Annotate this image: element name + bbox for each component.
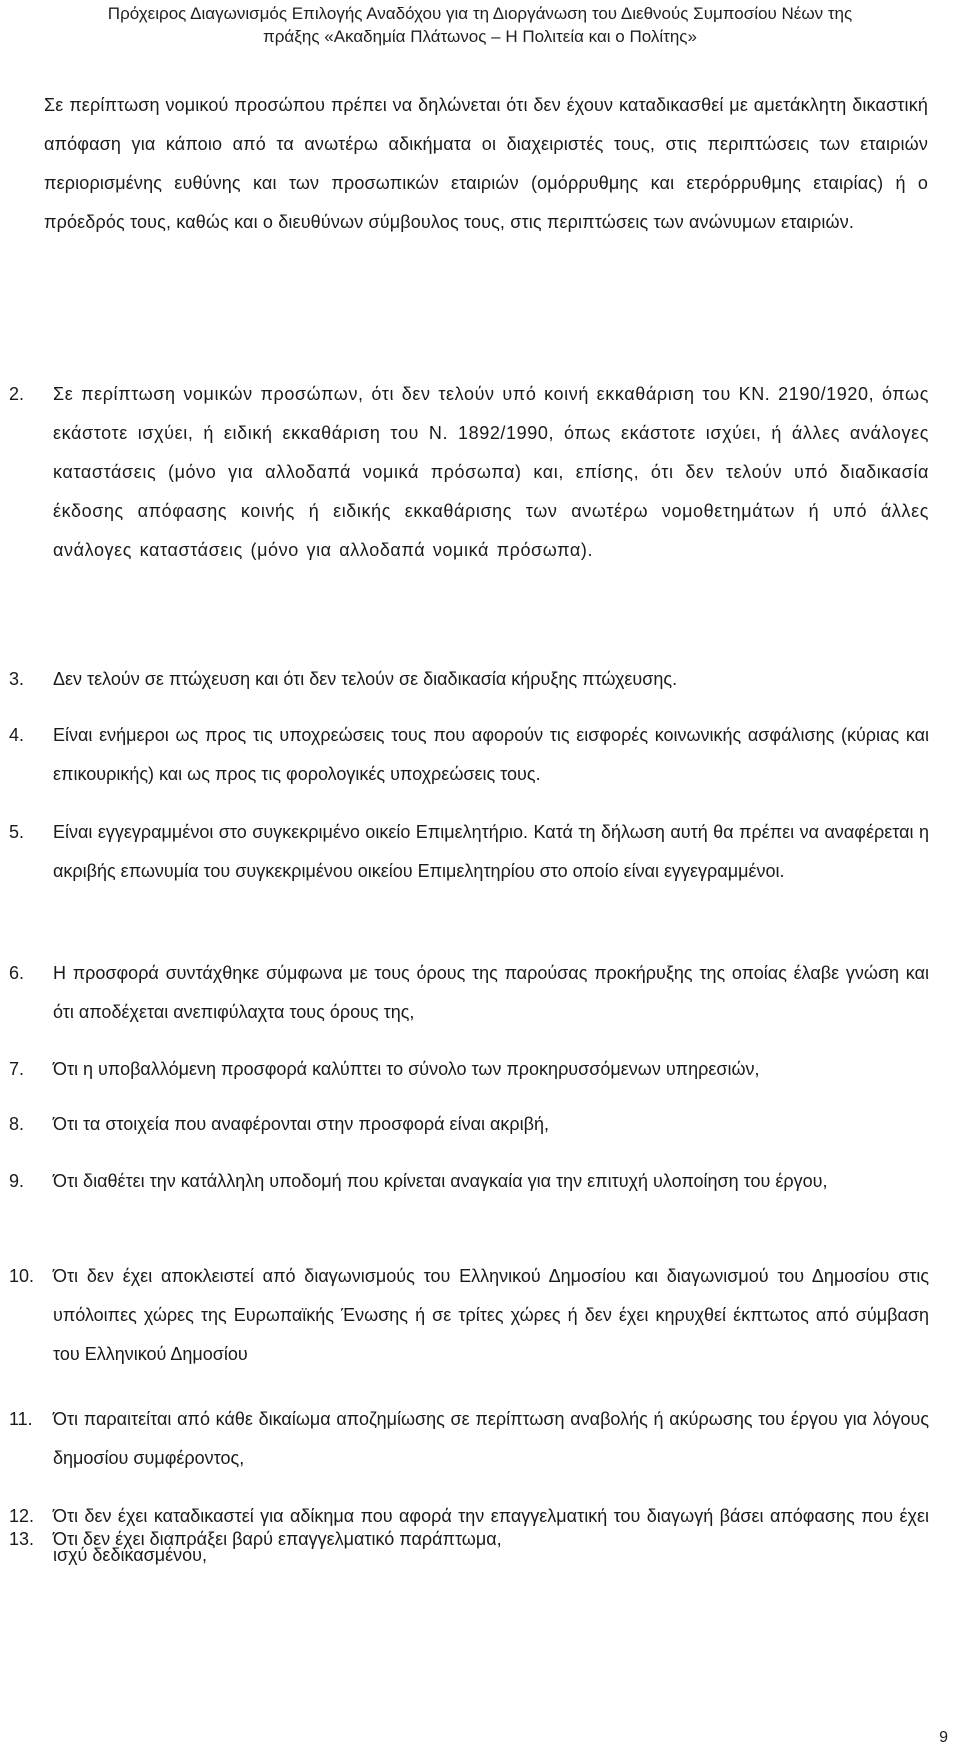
list-item-text: Ότι η υποβαλλόμενη προσφορά καλύπτει το σύνολο των προκηρυσσόμενων υπηρεσιών,: [53, 1059, 760, 1079]
list-item-text: Ότι δεν έχει διαπράξει βαρύ επαγγελματικό παράπτωμα,: [53, 1529, 502, 1549]
intro-paragraph: Σε περίπτωση νομικού προσώπου πρέπει να δηλώνεται ότι δεν έχουν καταδικασθεί με αμετάκλητη δικαστική απόφαση για κάποιο από τα ανωτέρω αδικήματα οι διαχειριστές τους, στις περιπτώσεις των εταιριών περιορισμένης ευθύνης και των προσωπικών εταιριών (ομόρρυθμης και ετερόρρυθμης εταιρίας) ή ο πρόεδρός τους, καθώς και ο διευθύνων σύμβουλος τους, στις περιπτώσεις των ανώνυμων εταιριών.: [44, 95, 928, 232]
list-item-number: 9.: [9, 1171, 25, 1191]
list-item-number: 11.: [9, 1409, 33, 1429]
list-item-number: 13.: [9, 1529, 35, 1549]
list-item-number: 8.: [9, 1114, 25, 1134]
list-item-text: Ότι τα στοιχεία που αναφέρονται στην προσφορά είναι ακριβή,: [53, 1114, 549, 1134]
list-item-text: Είναι εγγεγραμμένοι στο συγκεκριμένο οικείο Επιμελητήριο. Κατά τη δήλωση αυτή θα πρέπει να αναφέρεται η ακριβής επωνυμία του συγκεκριμένου οικείου Επιμελητηρίου στο οποίο είναι εγγεγραμμένοι.: [53, 822, 929, 881]
list-item-text: Ότι παραιτείται από κάθε δικαίωμα αποζημίωσης σε περίπτωση αναβολής ή ακύρωσης του έργου για λόγους δημοσίου συμφέροντος,: [53, 1409, 929, 1468]
header-title-line-1: Πρόχειρος Διαγωνισμός Επιλογής Αναδόχου για τη Διοργάνωση του Διεθνούς Συμποσίου Νέων της: [107, 4, 853, 23]
list-item-text: Ότι διαθέτει την κατάλληλη υποδομή που κρίνεται αναγκαία για την επιτυχή υλοποίηση του έργου,: [53, 1171, 828, 1191]
list-item-number: 6.: [9, 963, 25, 983]
list-item-text: Ότι δεν έχει καταδικαστεί για αδίκημα που αφορά την επαγγελματική του διαγωγή βάσει απόφασης που έχει ισχύ δεδικασμένου,: [53, 1506, 929, 1565]
list-item-text: Ότι δεν έχει αποκλειστεί από διαγωνισμούς του Ελληνικού Δημοσίου και διαγωνισμού του Δημοσίου στις υπόλοιπες χώρες της Ευρωπαϊκής Ένωσης ή σε τρίτες χώρες ή δεν έχει κηρυχθεί έκπτωτος από σύμβαση του Ελληνικού Δημοσίου: [53, 1266, 929, 1364]
list-item-number: 10.: [9, 1266, 35, 1286]
list-item-text: Είναι ενήμεροι ως προς τις υποχρεώσεις τους που αφορούν τις εισφορές κοινωνικής ασφάλισης (κύριας και επικουρικής) και ως προς τις φορολογικές υποχρεώσεις τους.: [53, 725, 929, 784]
list-item-number: 2.: [9, 384, 25, 404]
page-number: 9: [939, 1729, 948, 1746]
list-item-number: 3.: [9, 669, 25, 689]
list-item-number: 4.: [9, 725, 25, 745]
list-item-number: 12.: [9, 1506, 35, 1526]
page-header: [20, 2, 940, 48]
list-item-text: Δεν τελούν σε πτώχευση και ότι δεν τελούν σε διαδικασία κήρυξης πτώχευσης.: [53, 669, 678, 689]
list-item-number: 7.: [9, 1059, 25, 1079]
list-item-text: Σε περίπτωση νομικών προσώπων, ότι δεν τελούν υπό κοινή εκκαθάριση του ΚΝ. 2190/1920, όπως εκάστοτε ισχύει, ή ειδική εκκαθάριση του Ν. 1892/1990, όπως εκάστοτε ισχύει, ή άλλες ανάλογες καταστάσεις (μόνο για αλλοδαπά νομικά πρόσωπα) και, επίσης, ότι δεν τελούν υπό διαδικασία έκδοσης απόφασης κοινής ή ειδικής εκκαθάρισης των ανωτέρω νομοθετημάτων ή υπό άλλες ανάλογες καταστάσεις (μόνο για αλλοδαπά νομικά πρόσωπα).: [53, 384, 929, 560]
list-item-number: 5.: [9, 822, 25, 842]
list-item-text: Η προσφορά συντάχθηκε σύμφωνα με τους όρους της παρούσας προκήρυξης της οποίας έλαβε γνώση και ότι αποδέχεται ανεπιφύλαχτα τους όρους της,: [53, 963, 929, 1022]
header-title-line-2: πράξης «Ακαδημία Πλάτωνος – Η Πολιτεία και ο Πολίτης»: [263, 27, 697, 46]
